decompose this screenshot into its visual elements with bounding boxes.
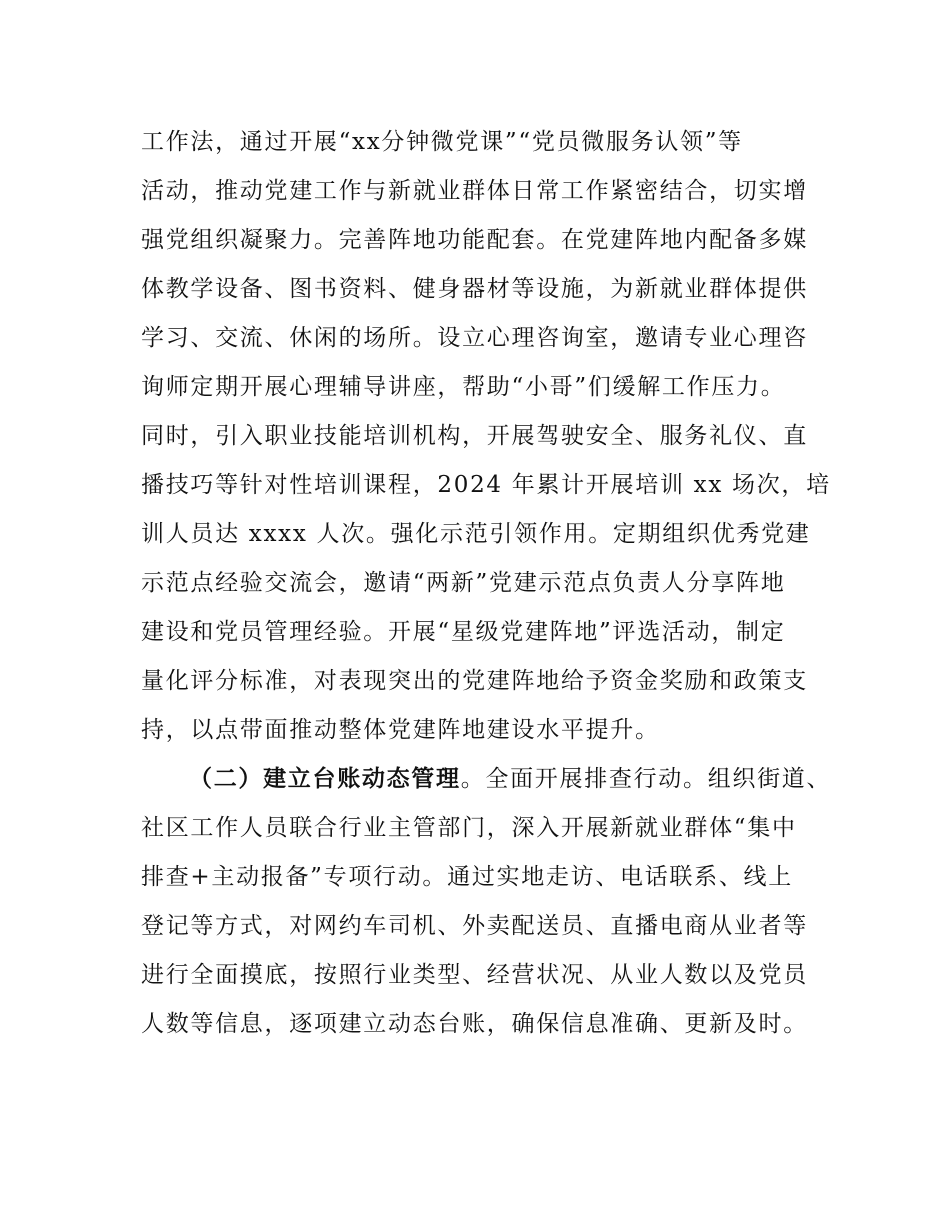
paragraph-line: 社区工作人员联合行业主管部门，深入开展新就业群体“集中 <box>141 815 797 841</box>
paragraph-line: 同时，引入职业技能培训机构，开展驾驶安全、服务礼仪、直 <box>141 423 808 449</box>
paragraph-line: 体教学设备、图书资料、健身器材等设施，为新就业群体提供 <box>141 276 808 302</box>
paragraph-first-line <box>189 764 831 794</box>
paragraph-line: 登记等方式，对网约车司机、外卖配送员、直播电商从业者等 <box>141 913 808 939</box>
paragraph-line: 建设和党员管理经验。开展“星级党建阵地”评选活动，制定 <box>141 619 786 645</box>
section-heading: （二）建立台账动态管理 <box>189 766 461 792</box>
paragraph-line-rest: 。全面开展排查行动。组织街道、 <box>460 766 832 792</box>
paragraph-line: 持，以点带面推动整体党建阵地建设水平提升。 <box>141 717 660 743</box>
paragraph-line: 活动，推动党建工作与新就业群体日常工作紧密结合，切实增 <box>141 178 808 204</box>
paragraph-line: 播技巧等针对性培训课程，2024 年累计开展培训 xx 场次，培 <box>141 472 831 498</box>
paragraph-line: 工作法，通过开展“xx分钟微党课”“党员微服务认领”等 <box>141 129 743 155</box>
paragraph-line: 示范点经验交流会，邀请“两新”党建示范点负责人分享阵地 <box>141 570 786 596</box>
paragraph-line: 人数等信息，逐项建立动态台账，确保信息准确、更新及时。 <box>141 1011 808 1037</box>
paragraph-line: 学习、交流、休闲的场所。设立心理咨询室，邀请专业心理咨 <box>141 325 808 351</box>
paragraph-line: 训人员达 xxxx 人次。强化示范引领作用。定期组织优秀党建 <box>141 521 811 547</box>
paragraph-line: 进行全面摸底，按照行业类型、经营状况、从业人数以及党员 <box>141 962 808 988</box>
paragraph-line: 量化评分标准，对表现突出的党建阵地给予资金奖励和政策支 <box>141 668 808 694</box>
paragraph-line: 强党组织凝聚力。完善阵地功能配套。在党建阵地内配备多媒 <box>141 227 808 253</box>
paragraph-line: 排查+主动报备”专项行动。通过实地走访、电话联系、线上 <box>141 864 793 890</box>
paragraph-line: 询师定期开展心理辅导讲座，帮助“小哥”们缓解工作压力。 <box>141 374 786 400</box>
